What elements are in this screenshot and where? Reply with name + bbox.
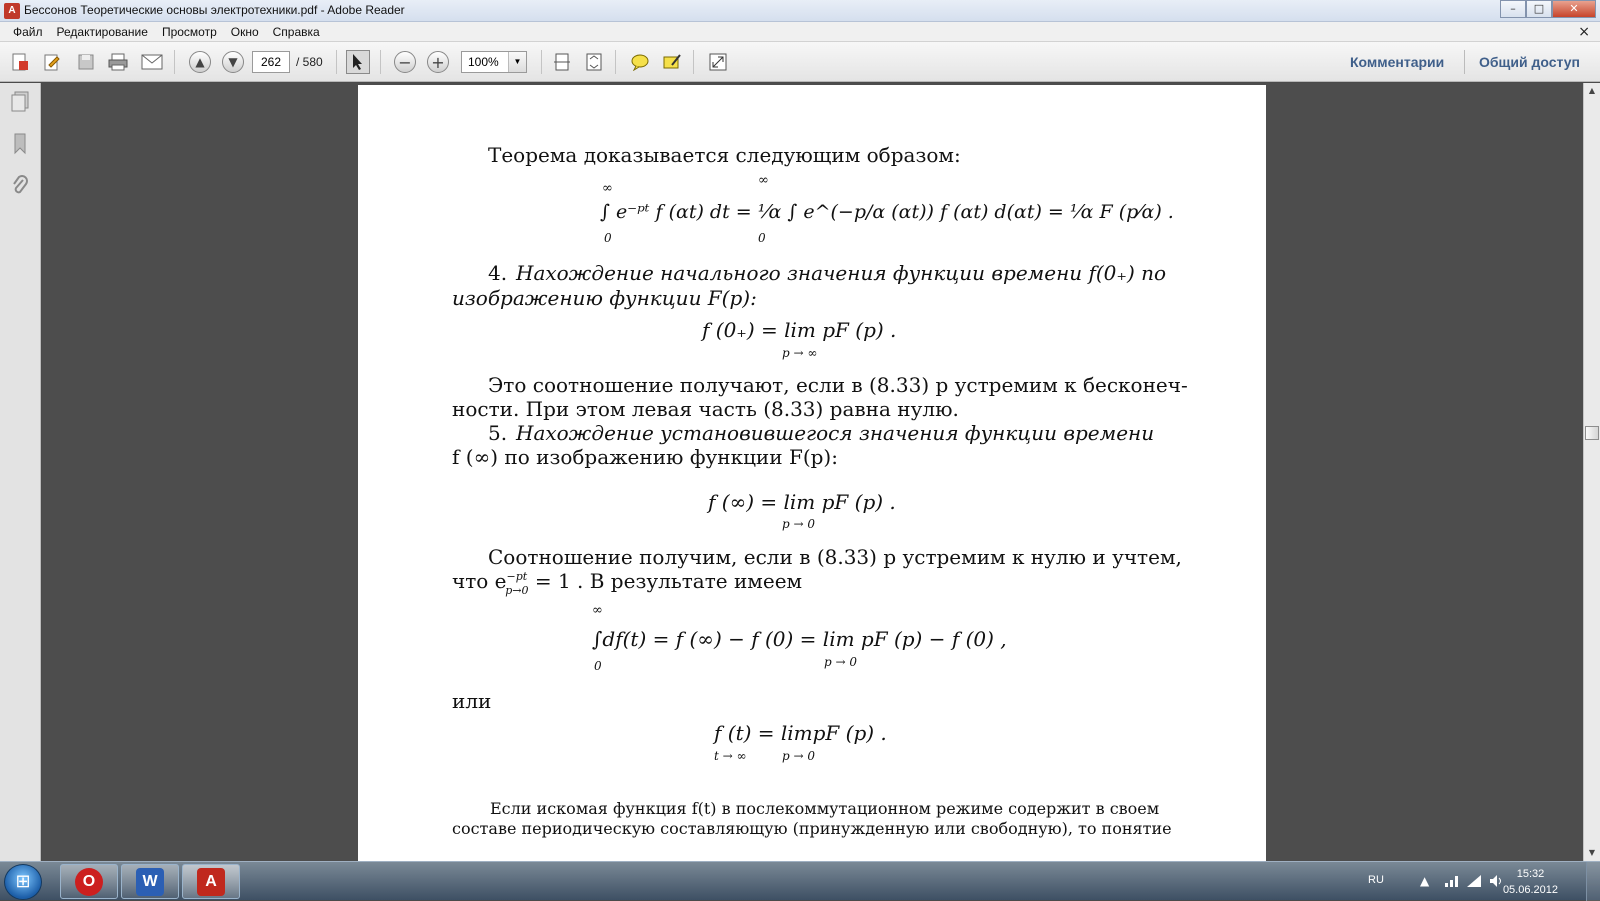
vertical-scrollbar[interactable] xyxy=(1583,83,1600,861)
minimize-button[interactable]: – xyxy=(1500,0,1526,18)
next-page-icon[interactable]: ▼ xyxy=(222,51,244,73)
word-icon: W xyxy=(136,868,164,896)
window-controls xyxy=(1500,0,1596,18)
text-line: f (∞) по изображению функции F(p): xyxy=(452,445,838,469)
toolbar-separator xyxy=(541,50,542,74)
clock[interactable] xyxy=(1503,866,1558,898)
taskbar xyxy=(0,861,1600,900)
toolbar-separator xyxy=(1464,50,1465,74)
note-line: Если искомая функция f(t) в послекоммутационном режиме содержит в своем xyxy=(490,799,1160,818)
text-line: изображению функции F(p): xyxy=(452,286,757,310)
integral-upper-limit: ∞ xyxy=(758,173,769,188)
text-fragment: что e xyxy=(452,569,507,593)
menu-window[interactable]: Окно xyxy=(230,24,259,39)
text-line: Нахождение установившегося значения функции времени xyxy=(516,421,1155,445)
zoom-select[interactable] xyxy=(461,51,527,73)
taskbar-app-opera[interactable] xyxy=(60,864,118,899)
subscript: p→0 xyxy=(505,584,529,597)
expand-icon[interactable] xyxy=(706,50,730,74)
adobe-reader-icon: A xyxy=(4,3,20,19)
menu-file[interactable]: Файл xyxy=(13,24,43,39)
toolbar-separator xyxy=(174,50,175,74)
page-number-input[interactable]: 262 xyxy=(252,51,290,73)
scrollbar-thumb[interactable] xyxy=(1585,426,1599,440)
opera-icon: O xyxy=(75,868,103,896)
maximize-button[interactable]: □ xyxy=(1526,0,1552,18)
formula-integral-limits: ∫df(t) = f (∞) − f (0) = lim pF (p) − f (0) , xyxy=(592,627,1007,651)
title-bar xyxy=(0,0,1600,22)
show-desktop-button[interactable] xyxy=(1586,862,1600,901)
toolbar-separator xyxy=(336,50,337,74)
highlight-icon[interactable] xyxy=(660,50,684,74)
chevron-down-icon[interactable]: ▼ xyxy=(508,52,526,72)
signal-icon[interactable] xyxy=(1466,874,1482,891)
close-button[interactable]: ✕ xyxy=(1552,0,1596,18)
clock-time: 15:32 xyxy=(1516,868,1545,880)
save-icon[interactable] xyxy=(74,50,98,74)
clock-date: 05.06.2012 xyxy=(1502,884,1558,896)
integral-lower-limit: 0 xyxy=(604,231,612,245)
menu-edit[interactable]: Редактирование xyxy=(56,24,148,39)
create-pdf-icon[interactable] xyxy=(8,50,32,74)
pages-icon[interactable] xyxy=(9,91,31,115)
scroll-up-icon[interactable]: ▲ xyxy=(1588,86,1596,95)
toolbar-separator xyxy=(693,50,694,74)
text-line: или xyxy=(452,689,492,713)
window-title: Бессонов Теоретические основы электротехники.pdf - Adobe Reader xyxy=(24,3,405,17)
network-icon[interactable] xyxy=(1444,874,1460,891)
attachment-icon[interactable] xyxy=(9,175,31,199)
menu-bar xyxy=(0,22,1600,42)
fit-page-icon[interactable] xyxy=(550,50,574,74)
email-icon[interactable] xyxy=(140,50,164,74)
text-line: Нахождение начального значения функции времени f(0₊) по xyxy=(516,261,1167,285)
integral-upper-limit: ∞ xyxy=(602,181,613,196)
start-button[interactable]: ⊞ xyxy=(4,864,42,900)
limit-subscript: t → ∞ xyxy=(714,749,747,763)
adobe-reader-icon: A xyxy=(197,868,225,896)
text-line: Соотношение получим, если в (8.33) p устремим к нулю и учтем, xyxy=(488,545,1182,569)
open-file-icon[interactable] xyxy=(40,50,64,74)
toolbar xyxy=(0,42,1600,82)
comment-icon[interactable] xyxy=(628,50,652,74)
menu-help[interactable]: Справка xyxy=(272,24,320,39)
taskbar-app-adobe-reader[interactable] xyxy=(182,864,240,899)
text-line: ности. При этом левая часть (8.33) равна нулю. xyxy=(452,397,959,421)
volume-icon[interactable] xyxy=(1488,874,1504,891)
scroll-down-icon[interactable]: ▼ xyxy=(1588,848,1596,857)
show-hidden-icons-icon[interactable]: ▲ xyxy=(1420,874,1430,888)
superscript: −pt xyxy=(506,570,528,583)
formula-scaling-theorem: ∫ e⁻ᵖᵗ f (αt) dt = ¹⁄α ∫ e^(−p/α (αt)) f (αt) d(αt) = ¹⁄α F (p⁄α) . xyxy=(600,201,1174,223)
system-tray xyxy=(1340,862,1600,901)
item-number: 4. xyxy=(488,261,508,285)
menu-view[interactable]: Просмотр xyxy=(161,24,217,39)
previous-page-icon[interactable]: ▲ xyxy=(189,51,211,73)
text-fragment: = 1 . В результате имеем xyxy=(534,569,803,593)
taskbar-app-word[interactable] xyxy=(121,864,179,899)
bookmark-icon[interactable] xyxy=(9,133,31,157)
formula-final-value: f (∞) = lim pF (p) . xyxy=(708,490,896,514)
fit-width-icon[interactable] xyxy=(582,50,606,74)
close-document-icon[interactable]: × xyxy=(1578,24,1590,40)
zoom-in-icon[interactable]: + xyxy=(427,51,449,73)
pdf-page xyxy=(358,85,1266,861)
zoom-value: 100% xyxy=(468,55,499,69)
toolbar-separator xyxy=(615,50,616,74)
note-line: составе периодическую составляющую (принужденную или свободную), то понятие xyxy=(452,819,1172,838)
comments-button[interactable]: Комментарии xyxy=(1350,54,1445,70)
page-total: / 580 xyxy=(296,55,323,69)
integral-lower-limit: 0 xyxy=(594,659,602,673)
document-view[interactable] xyxy=(42,83,1583,861)
limit-subscript: p → 0 xyxy=(782,749,815,763)
zoom-out-icon[interactable]: − xyxy=(394,51,416,73)
integral-lower-limit: 0 xyxy=(758,231,766,245)
text-line: Теорема доказывается следующим образом: xyxy=(488,143,961,167)
navigation-pane xyxy=(0,83,41,861)
text-line: Это соотношение получают, если в (8.33) p устремим к бесконеч- xyxy=(488,373,1188,397)
language-indicator[interactable]: RU xyxy=(1368,874,1384,886)
item-number: 5. xyxy=(488,421,508,445)
limit-subscript: p → 0 xyxy=(824,655,857,669)
print-icon[interactable] xyxy=(106,50,130,74)
limit-subscript: p → 0 xyxy=(782,517,815,531)
toolbar-separator xyxy=(380,50,381,74)
select-tool-icon[interactable] xyxy=(346,50,370,74)
limit-subscript: p → ∞ xyxy=(782,346,818,360)
text-line xyxy=(452,569,802,597)
share-button[interactable]: Общий доступ xyxy=(1479,54,1580,70)
formula-final-limit: f (t) = limpF (p) . xyxy=(714,721,887,745)
formula-initial-value: f (0₊) = lim pF (p) . xyxy=(702,318,897,342)
integral-upper-limit: ∞ xyxy=(592,603,603,618)
